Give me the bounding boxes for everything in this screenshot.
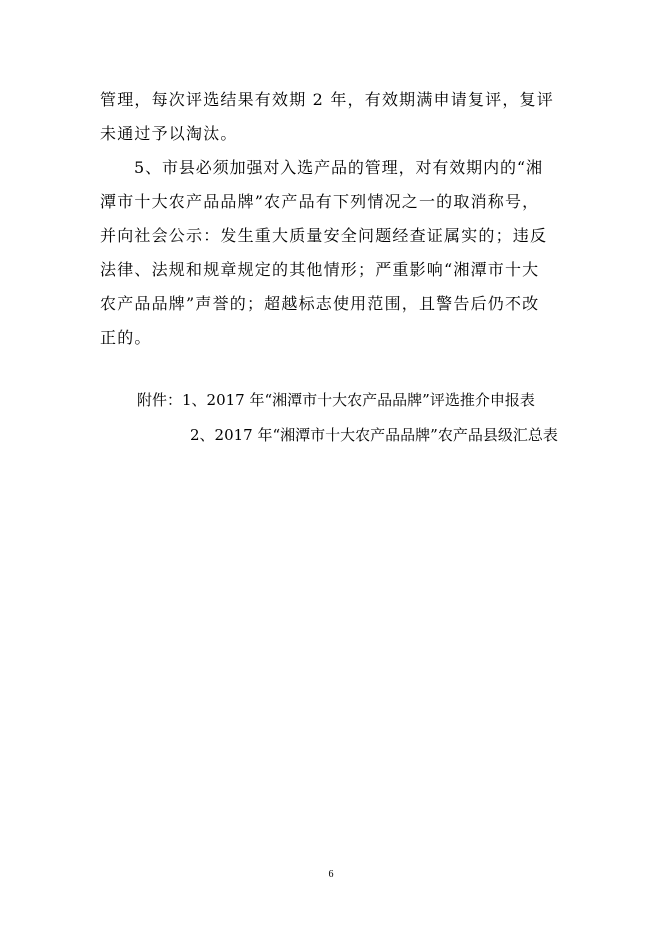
paragraph-line: 农产品品牌”声誉的；超越标志使用范围，且警告后仍不改 <box>100 294 540 313</box>
page-number: 6 <box>328 869 334 880</box>
paragraph-line: 5、市县必须加强对入选产品的管理，对有效期内的“湘 <box>134 158 543 177</box>
paragraph-line: 法律、法规和规章规定的其他情形；严重影响“湘潭市十大 <box>100 260 540 279</box>
attachment-line-2: 2、2017 年“湘潭市十大农产品品牌”农产品县级汇总表 <box>190 426 558 444</box>
paragraph-line: 管理，每次评选结果有效期 2 年，有效期满申请复评，复评 <box>100 90 554 109</box>
paragraph-line: 潭市十大农产品品牌”农产品有下列情况之一的取消称号， <box>100 192 540 211</box>
paragraph-line: 未通过予以淘汰。 <box>100 124 238 143</box>
paragraph-line: 正的。 <box>100 328 152 347</box>
paragraph-line: 并向社会公示：发生重大质量安全问题经查证属实的；违反 <box>100 226 548 245</box>
attachment-line-1: 附件：1、2017 年“湘潭市十大农产品品牌”评选推介申报表 <box>137 391 535 409</box>
